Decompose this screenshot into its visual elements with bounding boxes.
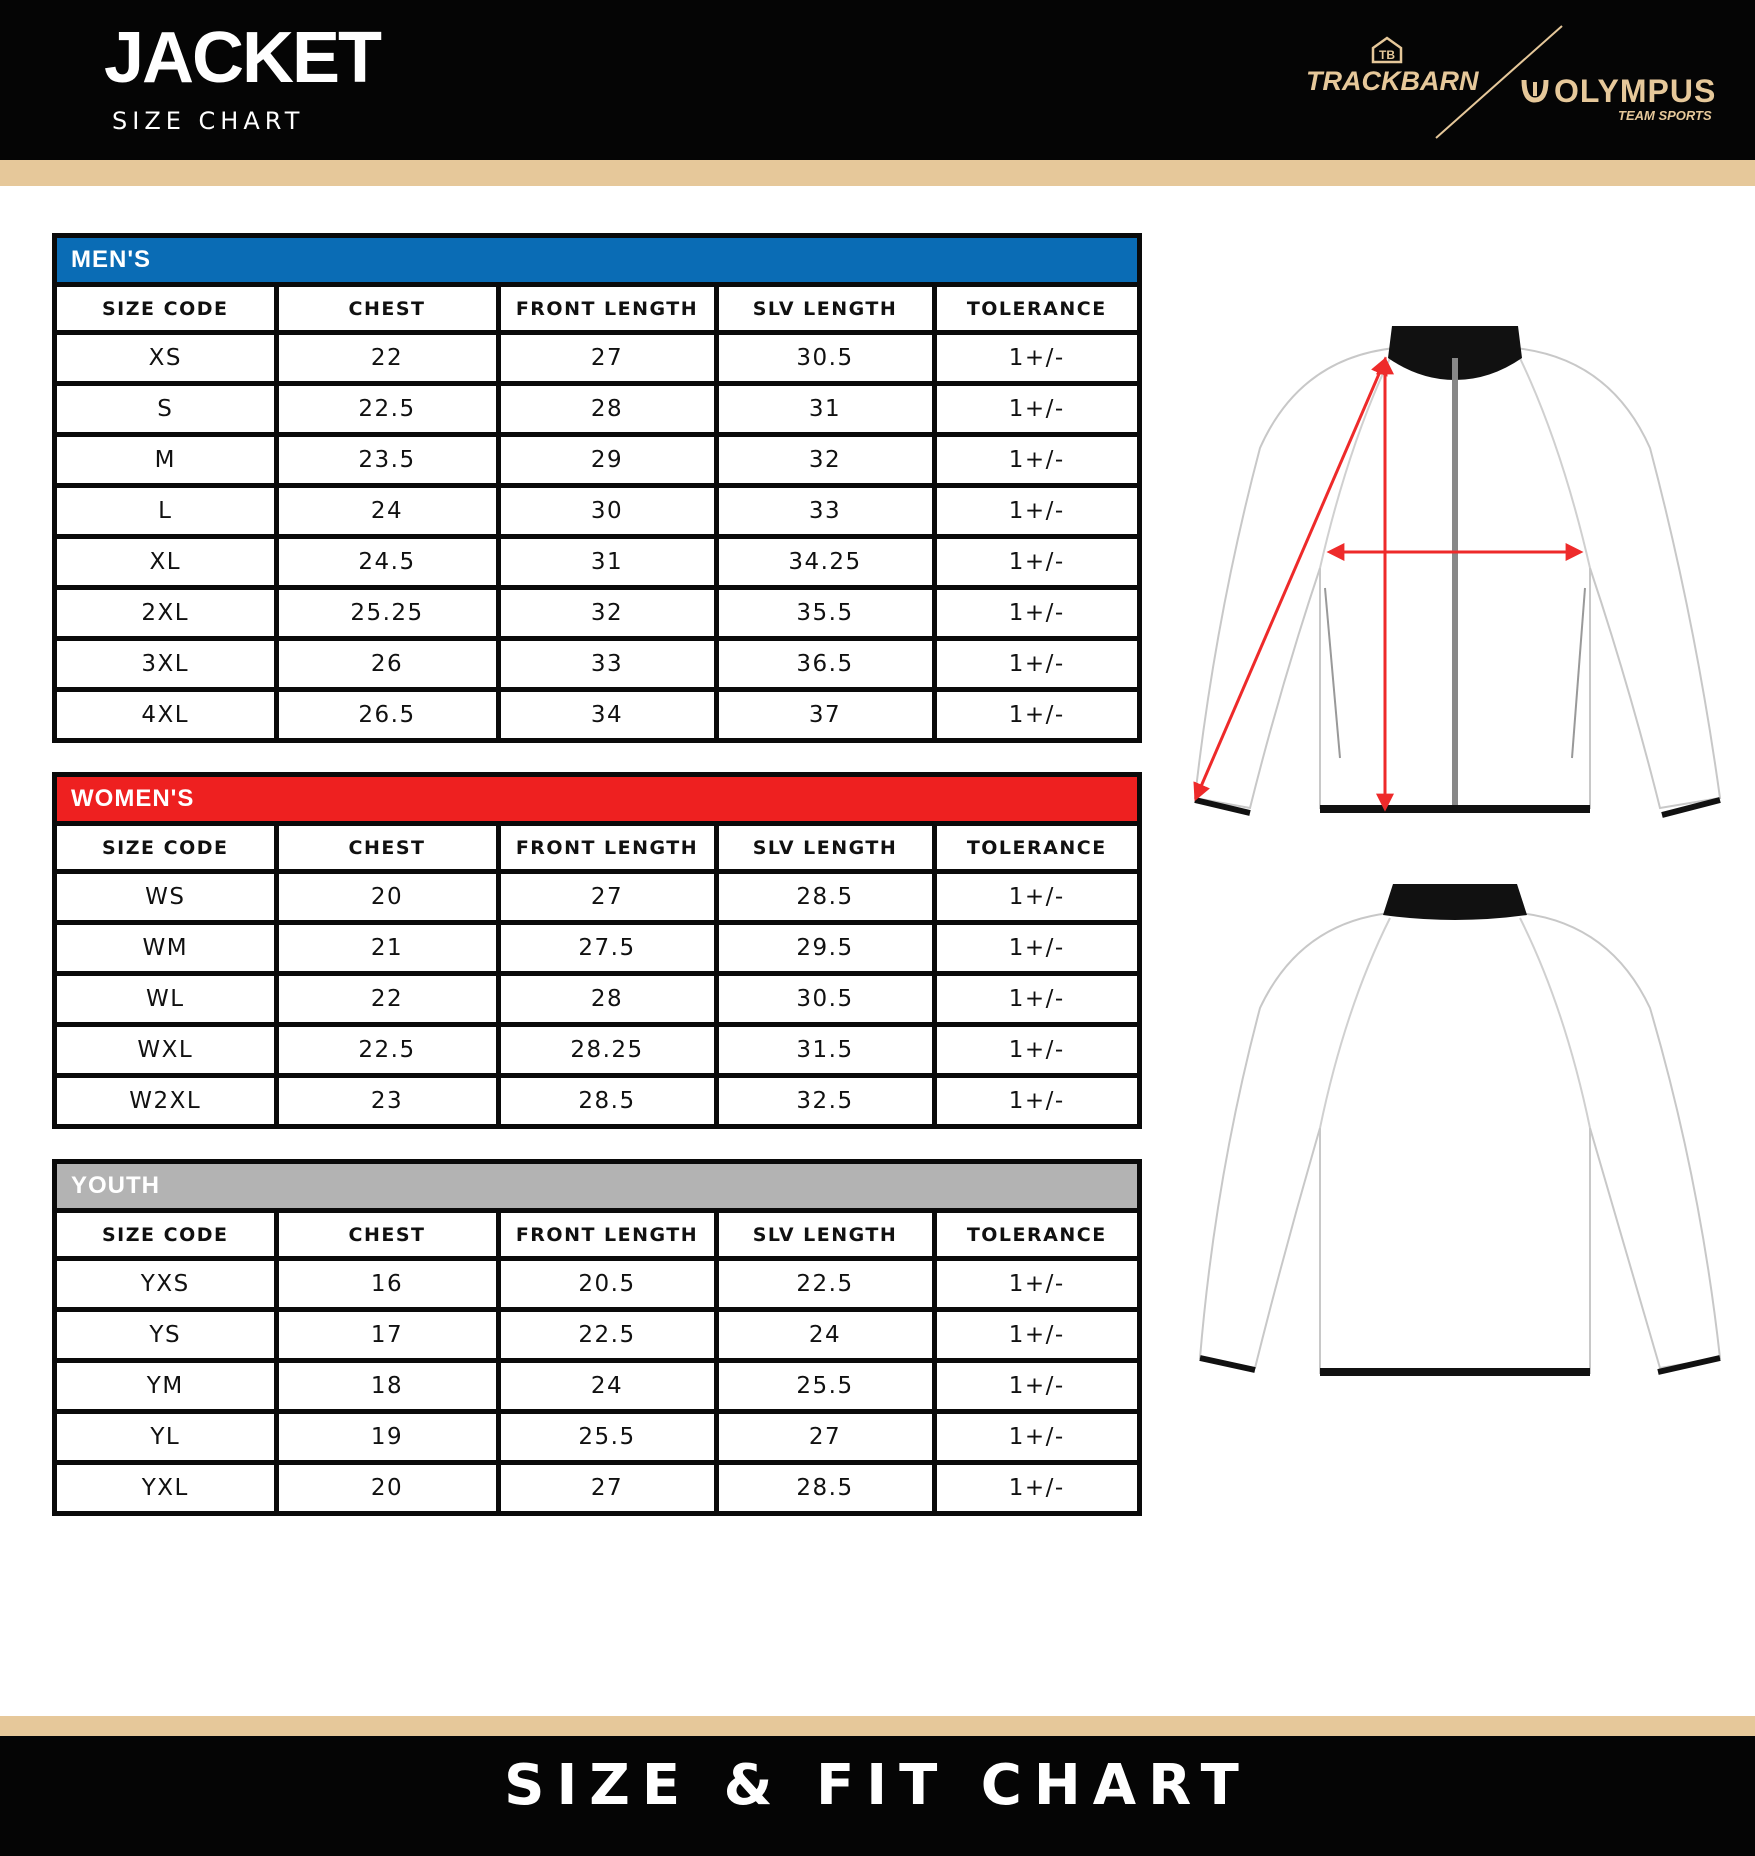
page-subtitle: SIZE CHART — [112, 107, 305, 135]
womens-header-row — [57, 826, 1137, 872]
col-tolerance: TOLERANCE — [934, 1213, 1137, 1259]
jacket-back-view — [1200, 884, 1720, 1373]
tolerance-cell: 1+/- — [934, 537, 1137, 588]
tolerance-cell: 1+/- — [934, 690, 1137, 739]
front-length-cell: 28.25 — [498, 1025, 716, 1076]
col-front-length: FRONT LENGTH — [498, 1213, 716, 1259]
sleeve-length-cell: 22.5 — [716, 1259, 934, 1310]
size-cell: WS — [57, 872, 276, 923]
sleeve-length-cell: 25.5 — [716, 1361, 934, 1412]
size-cell: YM — [57, 1361, 276, 1412]
table-row — [57, 435, 1137, 486]
front-length-cell: 28.5 — [498, 1076, 716, 1125]
tolerance-cell: 1+/- — [934, 923, 1137, 974]
sleeve-length-cell: 33 — [716, 486, 934, 537]
front-length-cell: 31 — [498, 537, 716, 588]
size-cell: 3XL — [57, 639, 276, 690]
size-cell: W2XL — [57, 1076, 276, 1125]
table-row — [57, 923, 1137, 974]
table-row — [57, 588, 1137, 639]
size-cell: WL — [57, 974, 276, 1025]
trackbarn-logo-icon — [1370, 36, 1404, 64]
youth-section-header: YOUTH — [57, 1164, 1137, 1213]
svg-text:TB: TB — [1379, 48, 1395, 62]
col-sleeve-length: SLV LENGTH — [716, 287, 934, 333]
sleeve-length-cell: 37 — [716, 690, 934, 739]
chest-cell: 24.5 — [276, 537, 498, 588]
table-row — [57, 384, 1137, 435]
col-size-code: SIZE CODE — [57, 1213, 276, 1259]
front-length-cell: 27 — [498, 333, 716, 384]
sleeve-length-cell: 36.5 — [716, 639, 934, 690]
front-length-cell: 22.5 — [498, 1310, 716, 1361]
chest-cell: 23.5 — [276, 435, 498, 486]
page-title: JACKET — [104, 18, 381, 98]
header-accent-band — [0, 160, 1755, 186]
chest-cell: 18 — [276, 1361, 498, 1412]
chest-cell: 22.5 — [276, 1025, 498, 1076]
tolerance-cell: 1+/- — [934, 588, 1137, 639]
tolerance-cell: 1+/- — [934, 639, 1137, 690]
sleeve-length-cell: 30.5 — [716, 333, 934, 384]
tolerance-cell: 1+/- — [934, 1361, 1137, 1412]
brand-trackbarn: TRACKBARN — [1306, 66, 1479, 96]
tolerance-cell: 1+/- — [934, 974, 1137, 1025]
size-cell: YXS — [57, 1259, 276, 1310]
womens-section-header: WOMEN'S — [57, 777, 1137, 826]
sleeve-length-cell: 30.5 — [716, 974, 934, 1025]
mens-size-table — [52, 233, 1142, 743]
table-row — [57, 1463, 1137, 1512]
tolerance-cell: 1+/- — [934, 333, 1137, 384]
chest-cell: 24 — [276, 486, 498, 537]
col-chest: CHEST — [276, 287, 498, 333]
jacket-front-view — [1195, 326, 1720, 815]
olympus-logo-icon — [1520, 76, 1550, 104]
tolerance-cell: 1+/- — [934, 872, 1137, 923]
size-cell: XL — [57, 537, 276, 588]
tolerance-cell: 1+/- — [934, 1025, 1137, 1076]
front-length-cell: 27 — [498, 872, 716, 923]
table-row — [57, 974, 1137, 1025]
chest-cell: 23 — [276, 1076, 498, 1125]
tolerance-cell: 1+/- — [934, 1412, 1137, 1463]
size-cell: YXL — [57, 1463, 276, 1512]
jacket-illustration — [1190, 318, 1730, 1388]
sleeve-length-cell: 35.5 — [716, 588, 934, 639]
table-row — [57, 1076, 1137, 1125]
table-row — [57, 1310, 1137, 1361]
mens-table — [57, 287, 1137, 738]
sleeve-length-cell: 28.5 — [716, 1463, 934, 1512]
size-cell: XS — [57, 333, 276, 384]
chest-cell: 17 — [276, 1310, 498, 1361]
front-length-cell: 32 — [498, 588, 716, 639]
table-row — [57, 1412, 1137, 1463]
chest-cell: 22 — [276, 974, 498, 1025]
table-row — [57, 1259, 1137, 1310]
youth-size-table — [52, 1159, 1142, 1516]
table-row — [57, 486, 1137, 537]
table-row — [57, 1361, 1137, 1412]
size-cell: 4XL — [57, 690, 276, 739]
table-row — [57, 333, 1137, 384]
table-row — [57, 872, 1137, 923]
sleeve-length-cell: 24 — [716, 1310, 934, 1361]
tolerance-cell: 1+/- — [934, 435, 1137, 486]
tolerance-cell: 1+/- — [934, 1463, 1137, 1512]
chest-cell: 26 — [276, 639, 498, 690]
mens-section-header: MEN'S — [57, 238, 1137, 287]
front-length-cell: 24 — [498, 1361, 716, 1412]
youth-table — [57, 1213, 1137, 1511]
chest-cell: 20 — [276, 1463, 498, 1512]
mens-header-row — [57, 287, 1137, 333]
col-sleeve-length: SLV LENGTH — [716, 826, 934, 872]
footer-accent-band — [0, 1716, 1755, 1736]
womens-table — [57, 826, 1137, 1124]
size-cell: WXL — [57, 1025, 276, 1076]
sleeve-length-cell: 27 — [716, 1412, 934, 1463]
size-cell: YL — [57, 1412, 276, 1463]
col-size-code: SIZE CODE — [57, 826, 276, 872]
col-chest: CHEST — [276, 826, 498, 872]
sleeve-length-cell: 31.5 — [716, 1025, 934, 1076]
chest-cell: 16 — [276, 1259, 498, 1310]
tolerance-cell: 1+/- — [934, 1259, 1137, 1310]
size-cell: M — [57, 435, 276, 486]
chest-cell: 26.5 — [276, 690, 498, 739]
size-cell: L — [57, 486, 276, 537]
tolerance-cell: 1+/- — [934, 1310, 1137, 1361]
chest-cell: 22.5 — [276, 384, 498, 435]
size-cell: S — [57, 384, 276, 435]
table-row — [57, 1025, 1137, 1076]
col-size-code: SIZE CODE — [57, 287, 276, 333]
footer-title: SIZE & FIT CHART — [504, 1753, 1251, 1818]
brand-olympus-subtitle: TEAM SPORTS — [1618, 108, 1712, 123]
col-tolerance: TOLERANCE — [934, 826, 1137, 872]
size-cell: YS — [57, 1310, 276, 1361]
front-length-cell: 28 — [498, 974, 716, 1025]
sleeve-length-cell: 32.5 — [716, 1076, 934, 1125]
table-row — [57, 639, 1137, 690]
sleeve-length-cell: 31 — [716, 384, 934, 435]
size-cell: WM — [57, 923, 276, 974]
sleeve-length-cell: 34.25 — [716, 537, 934, 588]
front-length-cell: 34 — [498, 690, 716, 739]
tolerance-cell: 1+/- — [934, 384, 1137, 435]
front-length-cell: 27.5 — [498, 923, 716, 974]
front-length-cell: 33 — [498, 639, 716, 690]
front-length-cell: 20.5 — [498, 1259, 716, 1310]
chest-cell: 25.25 — [276, 588, 498, 639]
col-front-length: FRONT LENGTH — [498, 287, 716, 333]
sleeve-length-cell: 29.5 — [716, 923, 934, 974]
front-length-cell: 25.5 — [498, 1412, 716, 1463]
col-tolerance: TOLERANCE — [934, 287, 1137, 333]
tolerance-cell: 1+/- — [934, 486, 1137, 537]
table-row — [57, 690, 1137, 739]
chest-cell: 19 — [276, 1412, 498, 1463]
chest-cell: 20 — [276, 872, 498, 923]
sleeve-length-cell: 32 — [716, 435, 934, 486]
chest-cell: 22 — [276, 333, 498, 384]
col-front-length: FRONT LENGTH — [498, 826, 716, 872]
front-length-cell: 30 — [498, 486, 716, 537]
table-row — [57, 537, 1137, 588]
front-length-cell: 29 — [498, 435, 716, 486]
sleeve-length-cell: 28.5 — [716, 872, 934, 923]
front-length-cell: 28 — [498, 384, 716, 435]
youth-header-row — [57, 1213, 1137, 1259]
womens-size-table — [52, 772, 1142, 1129]
tolerance-cell: 1+/- — [934, 1076, 1137, 1125]
size-cell: 2XL — [57, 588, 276, 639]
brand-olympus: OLYMPUS — [1554, 73, 1717, 109]
col-sleeve-length: SLV LENGTH — [716, 1213, 934, 1259]
col-chest: CHEST — [276, 1213, 498, 1259]
front-length-cell: 27 — [498, 1463, 716, 1512]
chest-cell: 21 — [276, 923, 498, 974]
